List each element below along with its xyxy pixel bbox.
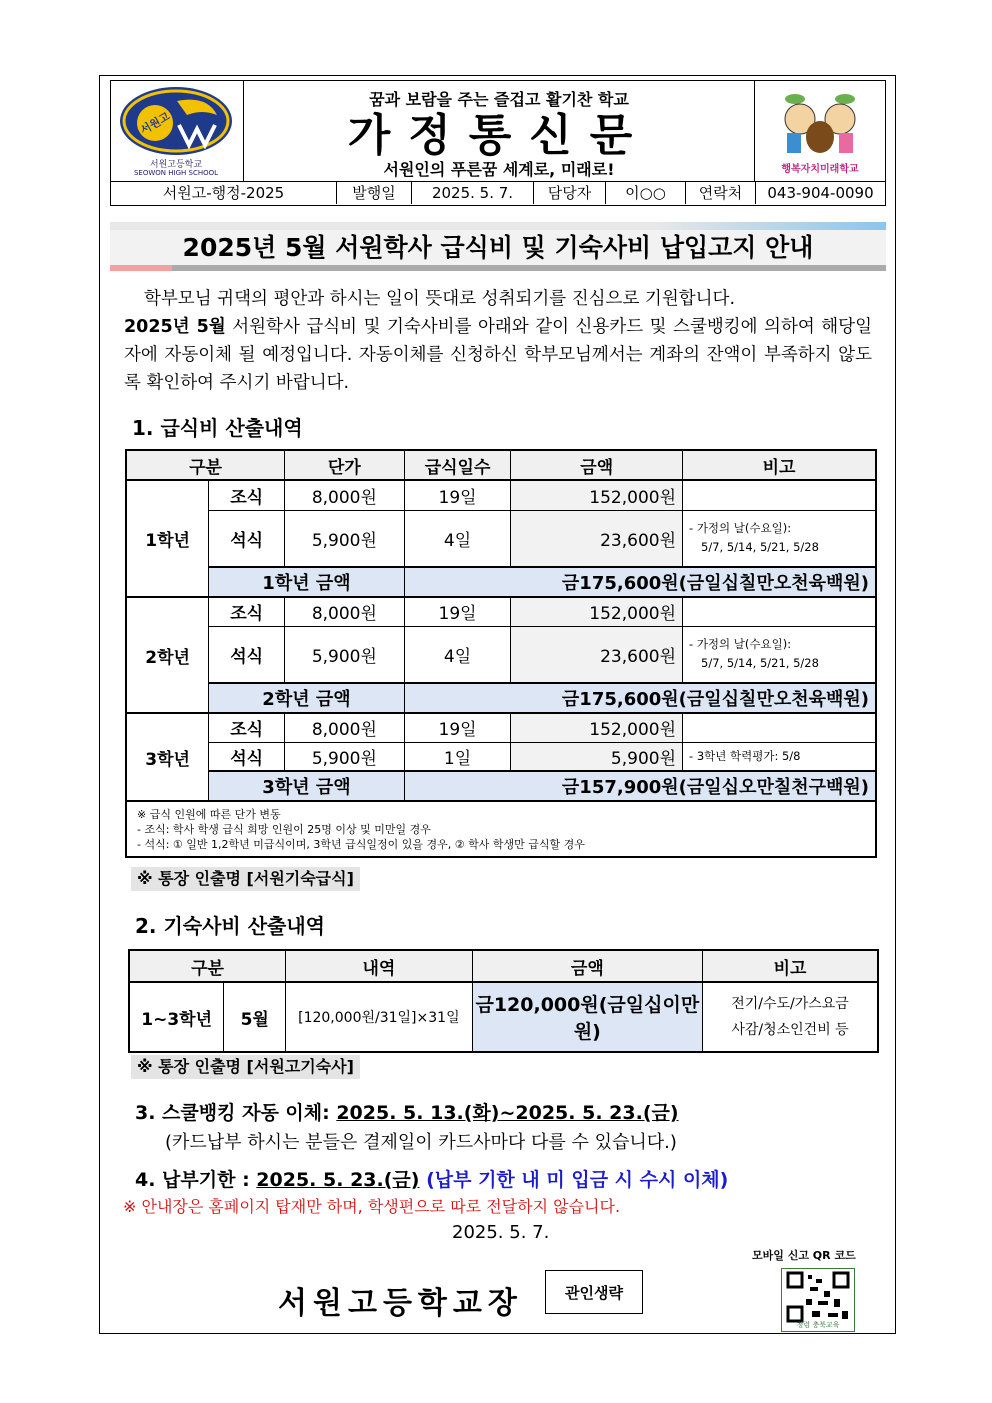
table-row xyxy=(129,982,878,1052)
mascot-cell xyxy=(754,81,885,181)
total-row xyxy=(126,683,876,713)
notice-title: 2025년 5월 서원학사 급식비 및 기숙사비 납입고지 안내 xyxy=(110,230,886,265)
meal-days: 19일 xyxy=(404,597,511,626)
total-label: 1학년 금액 xyxy=(209,567,404,597)
meal-amount: 152,000원 xyxy=(511,480,683,510)
note-cell xyxy=(683,510,876,567)
meal-fee-table xyxy=(125,449,877,858)
note-cell xyxy=(683,626,876,683)
total-amount: 금157,900원(금일십오만칠천구백원) xyxy=(404,771,876,801)
note-line2: 사감/청소인건비 등 xyxy=(731,1022,849,1038)
meal-days: 1일 xyxy=(404,742,511,771)
meal-days: 19일 xyxy=(404,713,511,742)
intro-bold: 2025년 5월 xyxy=(124,317,226,337)
table-row xyxy=(126,510,876,567)
letter-header xyxy=(110,80,886,182)
meal-amount: 5,900원 xyxy=(511,742,683,771)
banner-bottom-stripe xyxy=(110,265,886,271)
total-amount: 금175,600원(금일십칠만오천육백원) xyxy=(404,567,876,597)
section3-label: 3. 스쿨뱅킹 자동 이체: xyxy=(135,1102,337,1124)
doc-number: 서원고-행정-2025 xyxy=(111,182,337,204)
meal-type: 석식 xyxy=(209,742,285,771)
payment-deadline: 2025. 5. 23.(금) xyxy=(256,1169,420,1191)
unit-price: 8,000원 xyxy=(285,713,405,742)
school-name-kr: 서원고등학교 xyxy=(149,160,203,170)
meal-account-name: ※ 통장 인출명 [서원기숙급식] xyxy=(131,867,360,891)
unit-price: 5,900원 xyxy=(285,510,405,567)
grade-cell: 1학년 xyxy=(126,480,209,597)
dorm-account-name: ※ 통장 인출명 [서원고기숙사] xyxy=(131,1055,360,1079)
section4-label: 4. 납부기한 : xyxy=(135,1169,257,1191)
note-cell: - 3학년 학력평가: 5/8 xyxy=(683,742,876,771)
manager-label: 담당자 xyxy=(534,182,606,204)
qr-label: 모바일 신고 QR 코드 xyxy=(752,1249,856,1262)
card-payment-note: (카드납부 하시는 분들은 결제일이 카드사마다 다를 수 있습니다.) xyxy=(165,1132,677,1153)
total-label: 3학년 금액 xyxy=(209,771,404,801)
unit-price: 5,900원 xyxy=(285,626,405,683)
intro-body: 서원학사 급식비 및 기숙사비를 아래와 같이 신용카드 및 스쿨뱅킹에 의하여 해당일자에 자동이체 될 예정입니다. 자동이체를 신청하신 학부모님께서는 계좌의 잔액이 부족하지 않도록 확인하여 주시기 바랍니다. xyxy=(124,317,872,393)
mascot-caption: 행복자치미래학교 xyxy=(781,164,859,175)
issue-date: 2025. 5. 7. xyxy=(412,182,534,204)
meal-type: 석식 xyxy=(209,626,285,683)
table-row xyxy=(126,742,876,771)
meal-amount: 23,600원 xyxy=(511,626,683,683)
section2-heading: 2. 기숙사비 산출내역 xyxy=(135,914,325,938)
unit-price: 5,900원 xyxy=(285,742,405,771)
header-unit-price: 단가 xyxy=(285,450,405,480)
meal-type: 조식 xyxy=(209,597,285,626)
total-row xyxy=(126,567,876,597)
dorm-note xyxy=(703,982,878,1052)
intro-line1: 학부모님 귀댁의 평안과 하시는 일이 뜻대로 성취되기를 진심으로 기원합니다. xyxy=(144,289,736,309)
header-category: 구분 xyxy=(129,950,286,982)
manager: 이○○ xyxy=(606,182,686,204)
school-logo xyxy=(117,85,235,177)
header-note: 비고 xyxy=(703,950,878,982)
note-line1: 전기/수도/가스요금 xyxy=(731,996,849,1012)
banner-top-stripe xyxy=(110,222,886,230)
logo-text: 서원고 xyxy=(138,109,173,138)
grade-cell: 3학년 xyxy=(126,713,209,801)
meal-days: 4일 xyxy=(404,626,511,683)
header-days: 급식일수 xyxy=(404,450,511,480)
note-line: ※ 급식 인원에 따른 단가 변동 xyxy=(137,807,281,821)
table-row xyxy=(126,626,876,683)
meal-type: 조식 xyxy=(209,713,285,742)
table-row xyxy=(126,597,876,626)
meal-amount: 152,000원 xyxy=(511,597,683,626)
unit-price: 8,000원 xyxy=(285,597,405,626)
section4 xyxy=(135,1165,728,1192)
issue-date-label: 발행일 xyxy=(337,182,412,204)
meal-notes xyxy=(126,801,876,857)
note-line1: - 가정의 날(수요일): xyxy=(689,637,792,652)
note-cell xyxy=(683,480,876,510)
meal-type: 석식 xyxy=(209,510,285,567)
note-cell xyxy=(683,597,876,626)
dorm-amount: 금120,000원(금일십이만원) xyxy=(472,982,702,1052)
notes-row xyxy=(126,801,876,857)
header-amount: 금액 xyxy=(472,950,702,982)
section3 xyxy=(135,1098,679,1125)
meal-days: 4일 xyxy=(404,510,511,567)
note-line: - 조식: 학사 학생 급식 희망 인원이 25명 이상 및 미만일 경우 xyxy=(137,822,431,836)
meal-type: 조식 xyxy=(209,480,285,510)
phone-number: 043-904-0090 xyxy=(767,184,874,202)
total-row xyxy=(126,771,876,801)
qr-code xyxy=(781,1268,855,1332)
info-row xyxy=(110,182,886,206)
banking-period: 2025. 5. 13.(화)~2025. 5. 23.(금) xyxy=(336,1102,679,1124)
total-amount: 금175,600원(금일십칠만오천육백원) xyxy=(404,683,876,713)
mascot-image xyxy=(755,81,885,161)
total-label: 2학년 금액 xyxy=(209,683,404,713)
school-name-en: SEOWON HIGH SCHOOL xyxy=(133,169,219,177)
intro-paragraph xyxy=(124,285,872,397)
note-line2: 5/7, 5/14, 5/21, 5/28 xyxy=(701,656,819,671)
school-logo-cell xyxy=(111,81,244,181)
table-header-row xyxy=(129,950,878,982)
table-row xyxy=(126,713,876,742)
table-header-row xyxy=(126,450,876,480)
section1-heading: 1. 급식비 산출내역 xyxy=(132,416,303,440)
slogan-bottom: 서원인의 푸른꿈 세계로, 미래로! xyxy=(383,160,615,179)
note-line2: 5/7, 5/14, 5/21, 5/28 xyxy=(701,540,819,555)
slogan-top: 꿈과 보람을 주는 즐겁고 활기찬 학교 xyxy=(369,90,629,109)
principal-signature: 서원고등학교장 xyxy=(278,1286,523,1321)
official-seal: 관인생략 xyxy=(545,1270,643,1314)
table-row xyxy=(126,480,876,510)
header-note: 비고 xyxy=(683,450,876,480)
dorm-fee-table xyxy=(128,949,879,1053)
note-line1: - 가정의 날(수요일): xyxy=(689,521,792,536)
note-cell xyxy=(683,713,876,742)
grade-cell: 2학년 xyxy=(126,597,209,713)
dorm-detail: [120,000원/31일]×31일 xyxy=(286,982,473,1052)
meal-amount: 152,000원 xyxy=(511,713,683,742)
grade-range: 1~3학년 xyxy=(129,982,224,1052)
contact-label: 연락처 xyxy=(686,182,756,204)
qr-caption: 청렴 충북교육 xyxy=(796,1321,840,1329)
header-detail: 내역 xyxy=(286,950,473,982)
homepage-notice: ※ 안내장은 홈페이지 탑재만 하며, 학생편으로 따로 전달하지 않습니다. xyxy=(123,1197,621,1216)
deadline-warning: (납부 기한 내 미 입금 시 수시 이체) xyxy=(419,1169,729,1191)
meal-amount: 23,600원 xyxy=(511,510,683,567)
note-line: - 석식: ① 일반 1,2학년 미급식이며, 3학년 급식일정이 있을 경우, ② 학사 학생만 급식할 경우 xyxy=(137,837,585,851)
issue-date-footer: 2025. 5. 7. xyxy=(452,1222,550,1243)
page-title: 가정통신문 xyxy=(347,110,651,161)
month: 5월 xyxy=(224,982,286,1052)
meal-days: 19일 xyxy=(404,480,511,510)
header-amount: 금액 xyxy=(511,450,683,480)
unit-price: 8,000원 xyxy=(285,480,405,510)
header-category: 구분 xyxy=(126,450,285,480)
